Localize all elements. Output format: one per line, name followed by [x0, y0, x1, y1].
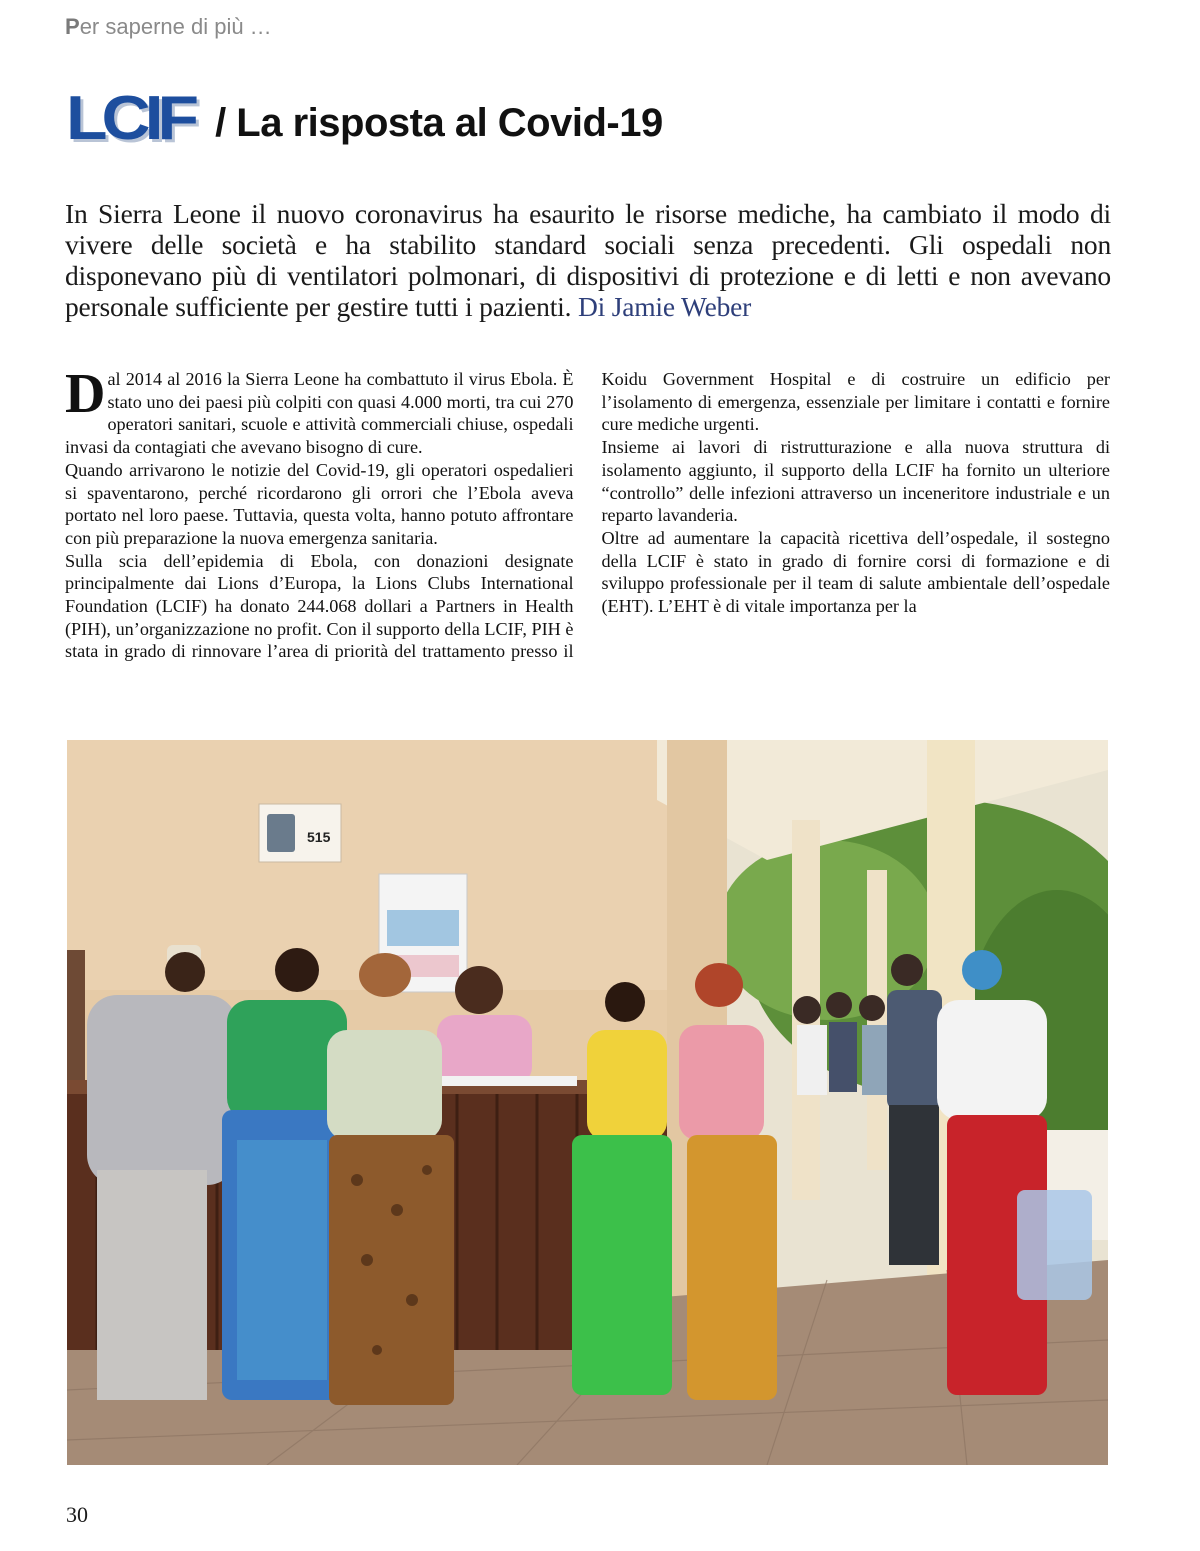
lcif-logo: LCIF	[66, 83, 194, 153]
page-number: 30	[66, 1502, 88, 1527]
article-title: / La risposta al Covid-19	[215, 100, 663, 145]
hospital-photo	[67, 740, 1108, 1465]
body-paragraph-1	[65, 363, 574, 459]
running-head	[65, 14, 272, 40]
photo-person-1	[87, 995, 237, 1185]
article-header	[66, 83, 663, 153]
body-paragraph-2: Quando arrivarono le notizie del Covid-19, gli operatori ospedalieri si spaventarono, perché ricordarono gli orrori che l’Ebola aveva portato nel loro paese. Tuttavia, questa volta, hanno potuto affrontare con più preparazione la nuova emergenza sanitaria.	[65, 459, 574, 548]
photo-clerk	[455, 966, 503, 1014]
hospital-photo-illustration	[67, 740, 1108, 1465]
lead-text: In Sierra Leone il nuovo coronavirus ha esaurito le risorse mediche, ha cambiato il modo di vivere delle società e ha stabilito standard sociali senza precedenti. Gli ospedali non disponevano più di ventilatori polmonari, di dispositivi di protezione e di letti e non avevano personale sufficiente per gestire tutti i pazienti.	[65, 198, 1111, 322]
article-body	[65, 363, 1110, 684]
drop-cap: D	[65, 363, 106, 425]
article-lead	[65, 198, 1111, 322]
byline: Di Jamie Weber	[577, 291, 752, 322]
body-paragraph-3: Sulla scia dell’epidemia di Ebola, con donazioni designate principalmente dai Lions d’Europa, la Lions Clubs International Foundation (LCIF) ha donato 244.068 dollari a Partners in Health (PIH), un’organizzazione no profit. Con il supporto della LCIF, PIH è stata in grado di rinnovare l’area di priorità del trattamento presso il Koidu Government Hospital e di costruire un edificio per l’isolamento di emergenza, essenziale per limitare i contatti e fornire cure mediche urgenti.	[65, 369, 1110, 662]
photo-person-3	[327, 1030, 442, 1140]
photo-person-6	[937, 1000, 1047, 1120]
running-head-initial: P	[65, 14, 80, 39]
running-head-text: er saperne di più …	[79, 14, 272, 39]
poster-number: 515	[307, 829, 331, 845]
photo-person-4	[587, 1030, 667, 1140]
photo-person-5	[679, 1025, 764, 1140]
body-paragraph-5: Oltre ad aumentare la capacità ricettiva dell’ospedale, il sostegno della LCIF è stato in grado di fornire corsi di formazione e di sviluppo professionale per il team di salute ambientale dell’ospedale (EHT). L’EHT è di vitale importanza per la	[601, 527, 1110, 617]
body-paragraph-1-text: al 2014 al 2016 la Sierra Leone ha combattuto il virus Ebola. È stato uno dei paesi più colpiti con quasi 4.000 morti, tra cui 270 operatori sanitari, scuole e attività commerciali chiuse, ospedali invasi da contagiati che avevano bisogno di cure.	[65, 369, 574, 458]
body-paragraph-4: Insieme ai lavori di ristrutturazione e alla nuova struttura di isolamento aggiunto, il supporto della LCIF ha fornito un ulteriore “controllo” delle infezioni attraverso un inceneritore industriale e un reparto lavanderia.	[601, 437, 1110, 526]
